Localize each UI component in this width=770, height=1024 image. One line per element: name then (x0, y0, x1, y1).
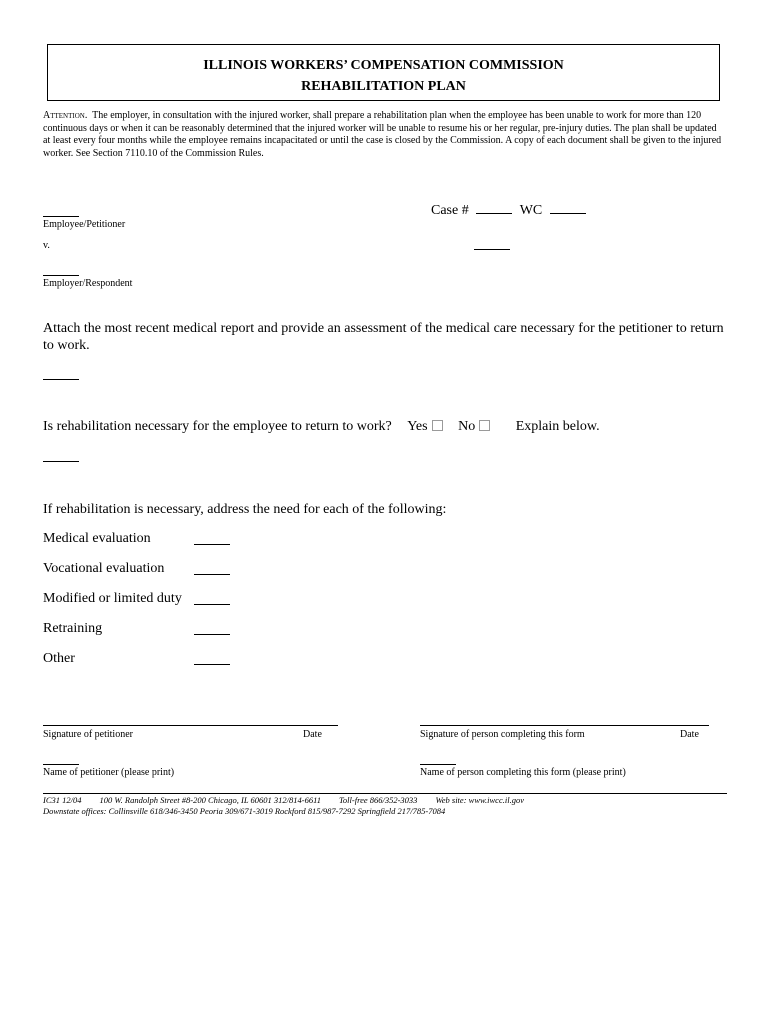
wc-label: WC (519, 203, 543, 218)
case-extra-field[interactable] (474, 249, 510, 250)
petitioner-date-label: Date (303, 729, 322, 740)
versus-label: v. (43, 240, 50, 251)
vocational-evaluation-field[interactable] (194, 574, 230, 575)
completer-signature-label: Signature of person completing this form (420, 729, 585, 740)
completer-signature-line[interactable] (420, 725, 709, 726)
explain-label: Explain below. (515, 419, 600, 434)
case-number-field[interactable] (476, 212, 512, 214)
rehab-question: Is rehabilitation necessary for the employee to return to work? (43, 419, 392, 434)
modified-duty-field[interactable] (194, 604, 230, 605)
petitioner-name-label: Name of petitioner (please print) (43, 767, 175, 778)
completer-date-label: Date (680, 729, 699, 740)
completer-name-field[interactable] (420, 764, 456, 765)
wc-number-field[interactable] (550, 212, 586, 214)
needs-intro: If rehabilitation is necessary, address the need for each of the following: (43, 502, 447, 517)
medical-prompt: Attach the most recent medical report and provide an assessment of the medical care necessary for the petitioner to return to work. (43, 321, 724, 353)
petitioner-name-field[interactable] (43, 764, 79, 765)
rehab-question-row (43, 419, 600, 435)
case-label: Case # (431, 203, 469, 218)
employee-label: Employee/Petitioner (43, 219, 126, 230)
other-field[interactable] (194, 664, 230, 665)
yes-label: Yes (407, 419, 428, 434)
footer-rule (43, 793, 727, 794)
employer-name-field[interactable] (43, 275, 79, 276)
petitioner-signature-label: Signature of petitioner (43, 729, 133, 740)
footer-downstate: Downstate offices: Collinsville 618/346-3450 Peoria 309/671-3019 Rockford 815/987-7292 Springfield 217/785-7084 (43, 806, 446, 816)
footer-website: Web site: www.iwcc.il.gov (435, 795, 524, 805)
footer-form-id: IC31 12/04 (43, 795, 82, 805)
explain-field[interactable] (43, 461, 79, 462)
no-checkbox[interactable] (479, 420, 490, 431)
petitioner-signature-line[interactable] (43, 725, 338, 726)
retraining-field[interactable] (194, 634, 230, 635)
need-item-vocational-evaluation: Vocational evaluation (43, 561, 165, 576)
form-header (47, 44, 720, 101)
footer-tollfree: Toll-free 866/352-3033 (338, 795, 418, 805)
employee-name-field[interactable] (43, 216, 79, 217)
medical-evaluation-field[interactable] (194, 544, 230, 545)
need-item-modified-duty: Modified or limited duty (43, 591, 182, 606)
attention-label: Attention. (43, 110, 88, 121)
no-label: No (458, 419, 476, 434)
footer-address: 100 W. Randolph Street #8-200 Chicago, IL 60601 312/814-6611 (99, 795, 321, 805)
need-item-retraining: Retraining (43, 621, 103, 636)
form-title: ILLINOIS WORKERS’ COMPENSATION COMMISSION (203, 58, 564, 73)
yes-checkbox[interactable] (432, 420, 443, 431)
attention-text: The employer, in consultation with the injured worker, shall prepare a rehabilitation plan when the employee has been unable to work for more than 120 continuous days or when it can be reasonably determined that the injured worker will be unable to resume his or her regular, pre-injury duties. The plan shall be updated at least every four months while the employee remains incapacitated or until the case is closed by the Commission. A copy of each document shall be given to the injured worker. See Section 7110.10 of the Commission Rules. (43, 110, 722, 159)
employer-label: Employer/Respondent (43, 278, 133, 289)
need-item-medical-evaluation: Medical evaluation (43, 531, 151, 546)
footer-line-1 (43, 795, 524, 805)
case-number-row (431, 203, 586, 219)
attention-paragraph (43, 110, 725, 160)
medical-assessment-field[interactable] (43, 379, 79, 380)
need-item-other: Other (43, 651, 75, 666)
completer-name-label: Name of person completing this form (please print) (420, 767, 626, 778)
form-subtitle: REHABILITATION PLAN (301, 79, 466, 94)
